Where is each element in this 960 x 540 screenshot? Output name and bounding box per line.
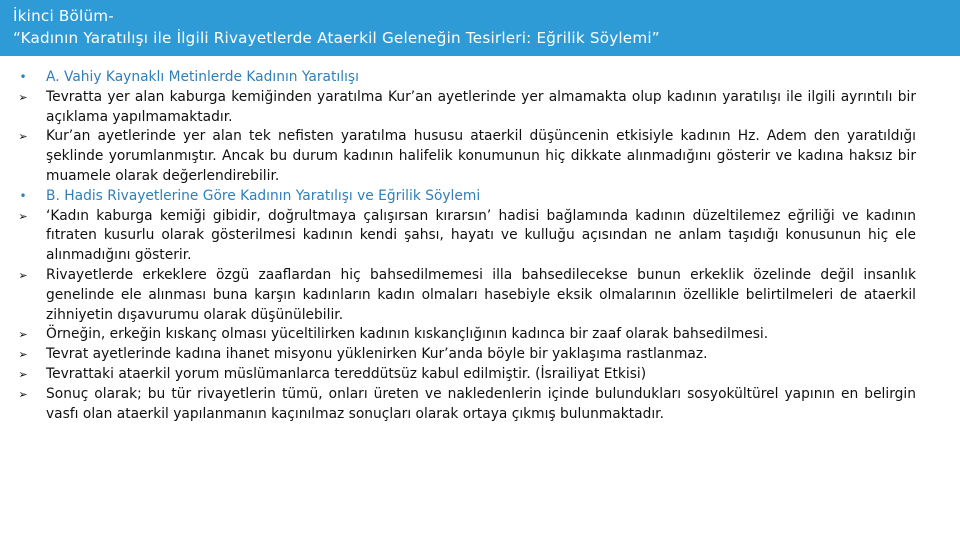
arrow-bullet-icon: ➢: [18, 90, 28, 104]
list-item: [13, 88, 916, 128]
bullet-dot-icon: •: [19, 70, 27, 84]
arrow-bullet-icon: ➢: [18, 387, 28, 401]
arrow-bullet-icon: ➢: [18, 209, 28, 223]
section-heading-a: [13, 68, 916, 88]
item-text: Tevratta yer alan kaburga kemiğinden yaratılma Kur’an ayetlerinde yer almamakta olup kadının yaratılışı ile ilgili ayrıntılı bir açıklama yapılmamaktadır.: [46, 88, 916, 125]
item-text: B. Hadis Rivayetlerine Göre Kadının Yaratılışı ve Eğrilik Söylemi: [46, 187, 481, 204]
arrow-bullet-icon: ➢: [18, 367, 28, 381]
item-text: Rivayetlerde erkeklere özgü zaaflardan hiç bahsedilmemesi illa bahsedilecekse bunun erkeklik özelinde değil insanlık genelinde ele alınması buna karşın kadınların kadın olmaları hasebiyle eksik olmalarının özellikle belirtilmeleri de ataerkil zihniyetin dışavurumu olarak düşünülebilir.: [46, 266, 916, 323]
bullet-list: [13, 68, 916, 424]
arrow-bullet-icon: ➢: [18, 328, 28, 342]
list-item: [13, 345, 916, 365]
item-text: Tevrattaki ataerkil yorum müslümanlarca tereddütsüz kabul edilmiştir. (İsrailiyat Etkisi): [46, 365, 647, 382]
section-heading-b: [13, 187, 916, 207]
list-item: [13, 127, 916, 186]
list-item: [13, 365, 916, 385]
item-text: A. Vahiy Kaynaklı Metinlerde Kadının Yaratılışı: [46, 69, 359, 85]
list-item: [13, 266, 916, 325]
bullet-dot-icon: •: [19, 188, 27, 203]
arrow-bullet-icon: ➢: [18, 130, 28, 144]
item-text: Kur’an ayetlerinde yer alan tek nefisten yaratılma hususu ataerkil düşüncenin etkisiyle kadının Hz. Adem den yaratıldığı şeklinde yorumlanmıştır. Ancak bu durum kadının halifelik konumunun hiç dikkate alınmadığını gösterir ve kadına haksız bir muamele olarak değerlendirebilir.: [46, 128, 916, 184]
list-item: [13, 325, 916, 345]
arrow-bullet-icon: ➢: [18, 348, 28, 362]
list-item: [13, 207, 916, 266]
list-item: [13, 385, 916, 425]
slide-title-line-2: “Kadının Yaratılışı ile İlgili Rivayetlerde Ataerkil Geleneğin Tesirleri: Eğrilik Söylemi”: [13, 29, 660, 47]
item-text: Örneğin, erkeğin kıskanç olması yüceltilirken kadının kıskançlığının kadınca bir zaaf olarak bahsedilmesi.: [46, 326, 769, 343]
item-text: ‘Kadın kaburga kemiği gibidir, doğrultmaya çalışırsan kırarsın’ hadisi bağlamında kadının düzeltilemez eğriliği ve kadının fıtraten kusurlu olarak gösterilmesi kadının kendi şahsı, hayatı ve kulluğu açısından ne anlam taşıdığı konusunun hiç ele alınmadığını gösterir.: [46, 207, 916, 264]
title-bar: [0, 0, 960, 56]
slide-title-line-1: İkinci Bölüm-: [13, 7, 114, 25]
item-text: Sonuç olarak; bu tür rivayetlerin tümü, onları üreten ve nakledenlerin içinde bulundukları sosyokültürel yapının en belirgin vasfı olan ataerkil yapılanmanın kaçınılmaz sonuçları olarak ortaya çıkmış bulunmaktadır.: [46, 385, 916, 422]
item-text: Tevrat ayetlerinde kadına ihanet misyonu yüklenirken Kur’anda böyle bir yaklaşıma rastlanmaz.: [46, 346, 708, 363]
arrow-bullet-icon: ➢: [18, 268, 28, 282]
